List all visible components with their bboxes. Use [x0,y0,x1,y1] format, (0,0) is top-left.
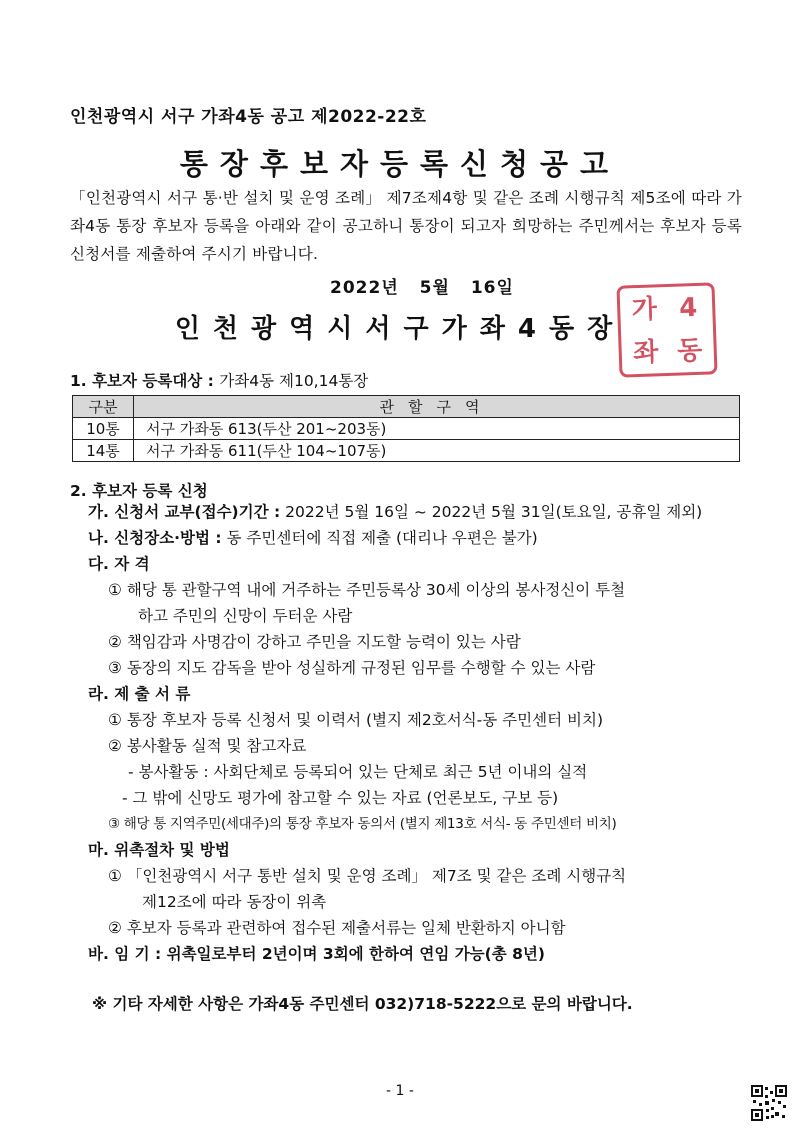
seal-char: 가 [631,293,658,325]
list-item: 하고 주민의 신망이 두터운 사람 [138,607,353,625]
jurisdiction-table [72,395,740,462]
table-row [73,418,740,440]
section1-heading [70,369,368,391]
list-item: ③ 해당 통 지역주민(세대주)의 통장 후보자 동의서 (별지 제13호 서식- 동 주민센터 비치) [108,816,617,832]
list-item: 제12조에 따라 동장이 위촉 [142,893,327,911]
list-item: ② 책임감과 사명감이 강하고 주민을 지도할 능력이 있는 사람 [108,633,521,651]
seal-char: 4 [678,292,698,324]
list-item: ① 통장 후보자 등록 신청서 및 이력서 (별지 제2호서식-동 주민센터 비치) [108,711,603,729]
application-place-label: 나. 신청장소·방법 : [88,529,222,547]
list-item: ① 해당 통 관할구역 내에 거주하는 주민등록상 30세 이상의 봉사정신이 투철 [108,581,626,599]
notice-number: 인천광역시 서구 가좌4동 공고 제2022-22호 [70,107,427,127]
table-cell: 10통 [73,418,134,440]
application-period-line [88,500,702,522]
table-cell: 14통 [73,440,134,462]
table-header-cell: 구분 [73,396,134,418]
application-place-line [88,526,538,548]
application-period-label: 가. 신청서 교부(접수)기간 : [88,503,281,521]
list-item: - 봉사활동 : 사회단체로 등록되어 있는 단체로 최근 5년 이내의 실적 [128,763,588,781]
table-cell: 서구 가좌동 611(두산 104~107동) [134,440,740,462]
page-title: 통장후보자등록신청공고 [179,147,621,181]
list-item: ② 후보자 등록과 관련하여 접수된 제출서류는 일체 반환하지 아니함 [108,919,566,937]
list-item: ① 「인천광역시 서구 통반 설치 및 운영 조례」 제7조 및 같은 조례 시행규칙 [108,867,627,885]
application-place-value: 동 주민센터에 직접 제출 (대리나 우편은 불가) [226,529,538,547]
list-item: - 그 밖에 신망도 평가에 참고할 수 있는 자료 (언론보도, 구보 등) [122,789,559,807]
section2-heading: 2. 후보자 등록 신청 [70,482,208,500]
procedure-heading: 마. 위촉절차 및 방법 [88,841,230,859]
qr-code-icon [751,1085,787,1121]
footer-note: ※ 기타 자세한 사항은 가좌4동 주민센터 032)718-5222으로 문의 바랍니다. [92,995,633,1013]
official-seal-stamp [616,282,717,377]
section1-value: 가좌4동 제10,14통장 [219,372,369,390]
documents-heading: 라. 제 출 서 류 [88,685,191,703]
notice-date: 2022년 5월 16일 [330,278,514,298]
seal-char: 좌 [632,336,659,368]
issuer-name: 인천광역시서구가좌4동장 [174,314,626,344]
term-line: 바. 임 기 : 위촉일로부터 2년이며 3회에 한하여 연임 가능(총 8년) [88,945,545,963]
application-period-value: 2022년 5월 16일 ~ 2022년 5월 31일(토요일, 공휴일 제외) [285,503,703,521]
section1-label: 1. 후보자 등록대상 : [70,372,214,390]
intro-paragraph: 「인천광역시 서구 통·반 설치 및 운영 조례」 제7조제4항 및 같은 조례 시행규칙 제5조에 따라 가좌4동 통장 후보자 등록을 아래와 같이 공고하니 통장이 되고자 희망하는 주민께서는 후보자 등록신청서를 제출하여 주시기 바랍니다. [70,189,742,263]
seal-char: 동 [676,335,703,367]
qualification-heading: 다. 자 격 [88,555,150,573]
table-header-cell: 관할구역 [134,396,740,418]
page-number: - 1 - [386,1083,414,1099]
table-cell: 서구 가좌동 613(두산 201~203동) [134,418,740,440]
table-row [73,440,740,462]
list-item: ② 봉사활동 실적 및 참고자료 [108,737,307,755]
table-header-row [73,396,740,418]
list-item: ③ 동장의 지도 감독을 받아 성실하게 규정된 임무를 수행할 수 있는 사람 [108,659,596,677]
